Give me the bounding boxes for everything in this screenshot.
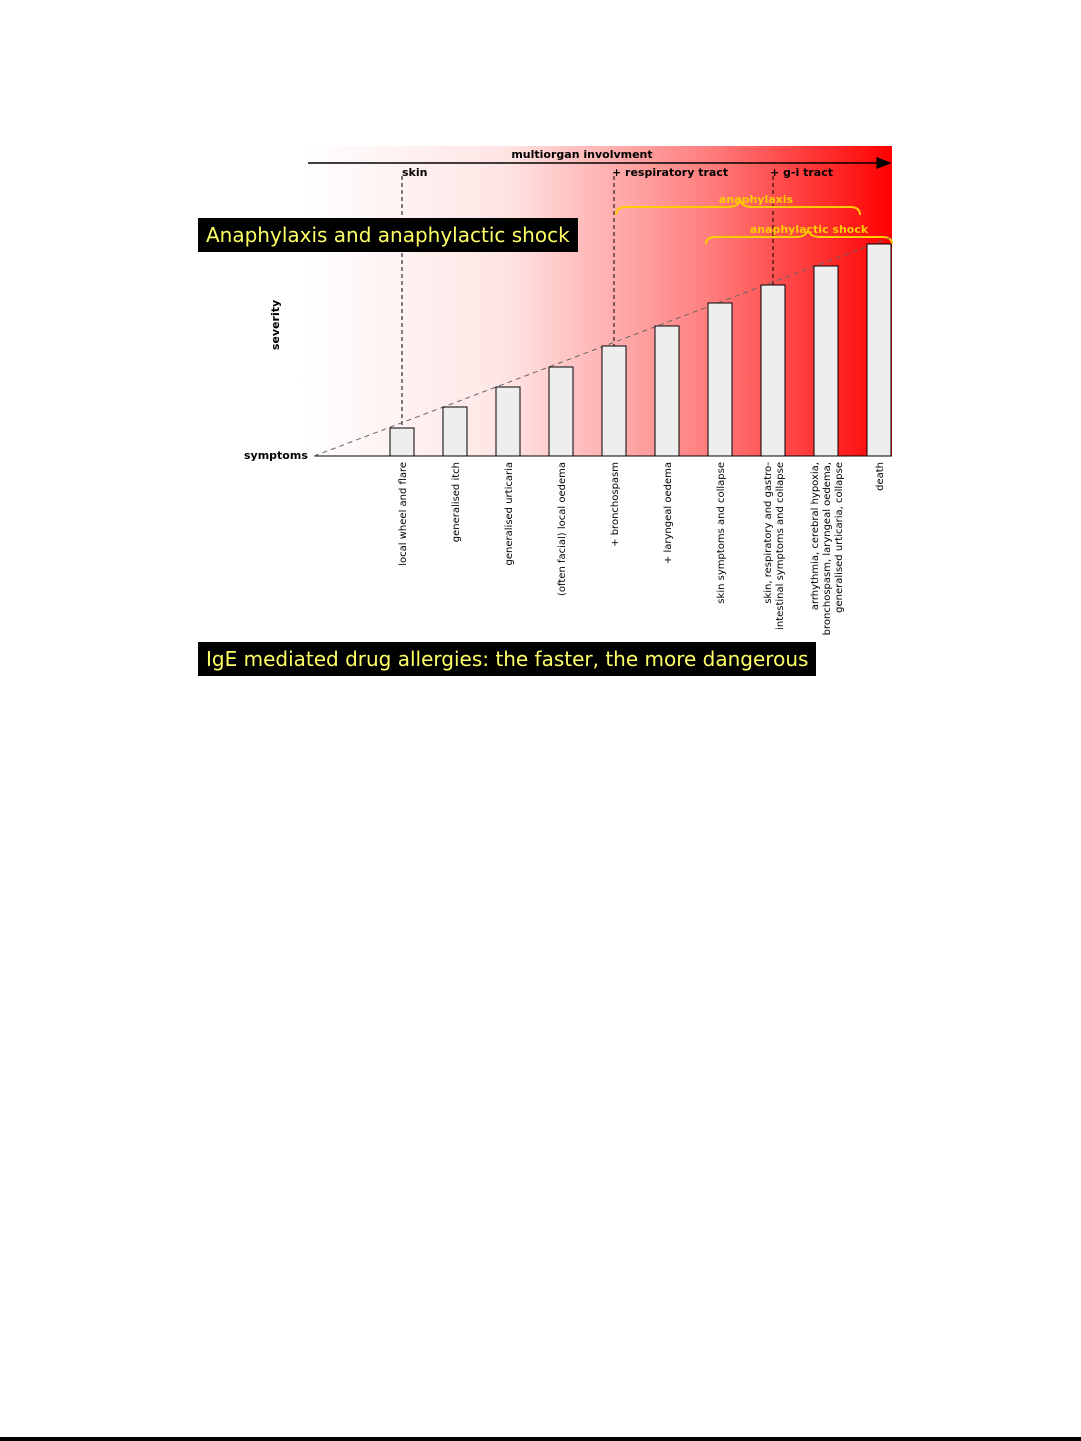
symptom-bar — [496, 387, 520, 456]
symptom-bar — [867, 244, 891, 456]
symptom-bar — [655, 326, 679, 456]
symptom-bar — [708, 303, 732, 456]
symptom-bar — [761, 285, 785, 456]
symptom-label: + laryngeal oedema — [663, 462, 674, 565]
symptom-bar — [390, 428, 414, 456]
symptoms-axis-label: symptoms — [244, 449, 308, 462]
bottom-caption: IgE mediated drug allergies: the faster, the more dangerous — [198, 642, 816, 676]
respiratory-marker-label: + respiratory tract — [612, 166, 729, 179]
symptom-label: arrhythmia, cerebral hypoxia, — [810, 462, 821, 611]
symptom-labels — [398, 462, 886, 636]
symptom-label: intestinal symptoms and collapse — [775, 462, 786, 630]
symptom-label: generalised urticaria, collapse — [834, 462, 845, 613]
symptom-label: skin symptoms and collapse — [716, 462, 727, 604]
severity-gradient-background — [300, 146, 892, 456]
gi-marker-label: + g-i tract — [770, 166, 833, 179]
symptom-label: + bronchospasm — [610, 462, 621, 547]
symptom-label: local wheel and flare — [398, 462, 409, 566]
top-caption: Anaphylaxis and anaphylactic shock — [198, 218, 578, 252]
symptom-bar — [602, 346, 626, 456]
symptom-label: bronchospasm, laryngeal oedema, — [822, 462, 833, 636]
severity-axis-label: severity — [269, 299, 282, 351]
symptom-label: (often facial) local oedema — [557, 462, 568, 596]
anaphylaxis-label: anaphylaxis — [718, 193, 794, 206]
symptom-label: generalised urticaria — [504, 462, 515, 566]
page-bottom-rule — [0, 1437, 1081, 1441]
symptom-bar — [814, 266, 838, 456]
skin-marker-label: skin — [402, 166, 428, 179]
symptom-label: skin, respiratory and gastro- — [763, 462, 774, 604]
symptom-label: generalised itch — [451, 462, 462, 543]
symptom-label: death — [875, 462, 886, 491]
multiorgan-label: multiorgan involvment — [511, 148, 653, 161]
anaphylactic-shock-label: anaphylactic shock — [749, 223, 869, 236]
symptom-bar — [443, 407, 467, 456]
symptom-bar — [549, 367, 573, 456]
